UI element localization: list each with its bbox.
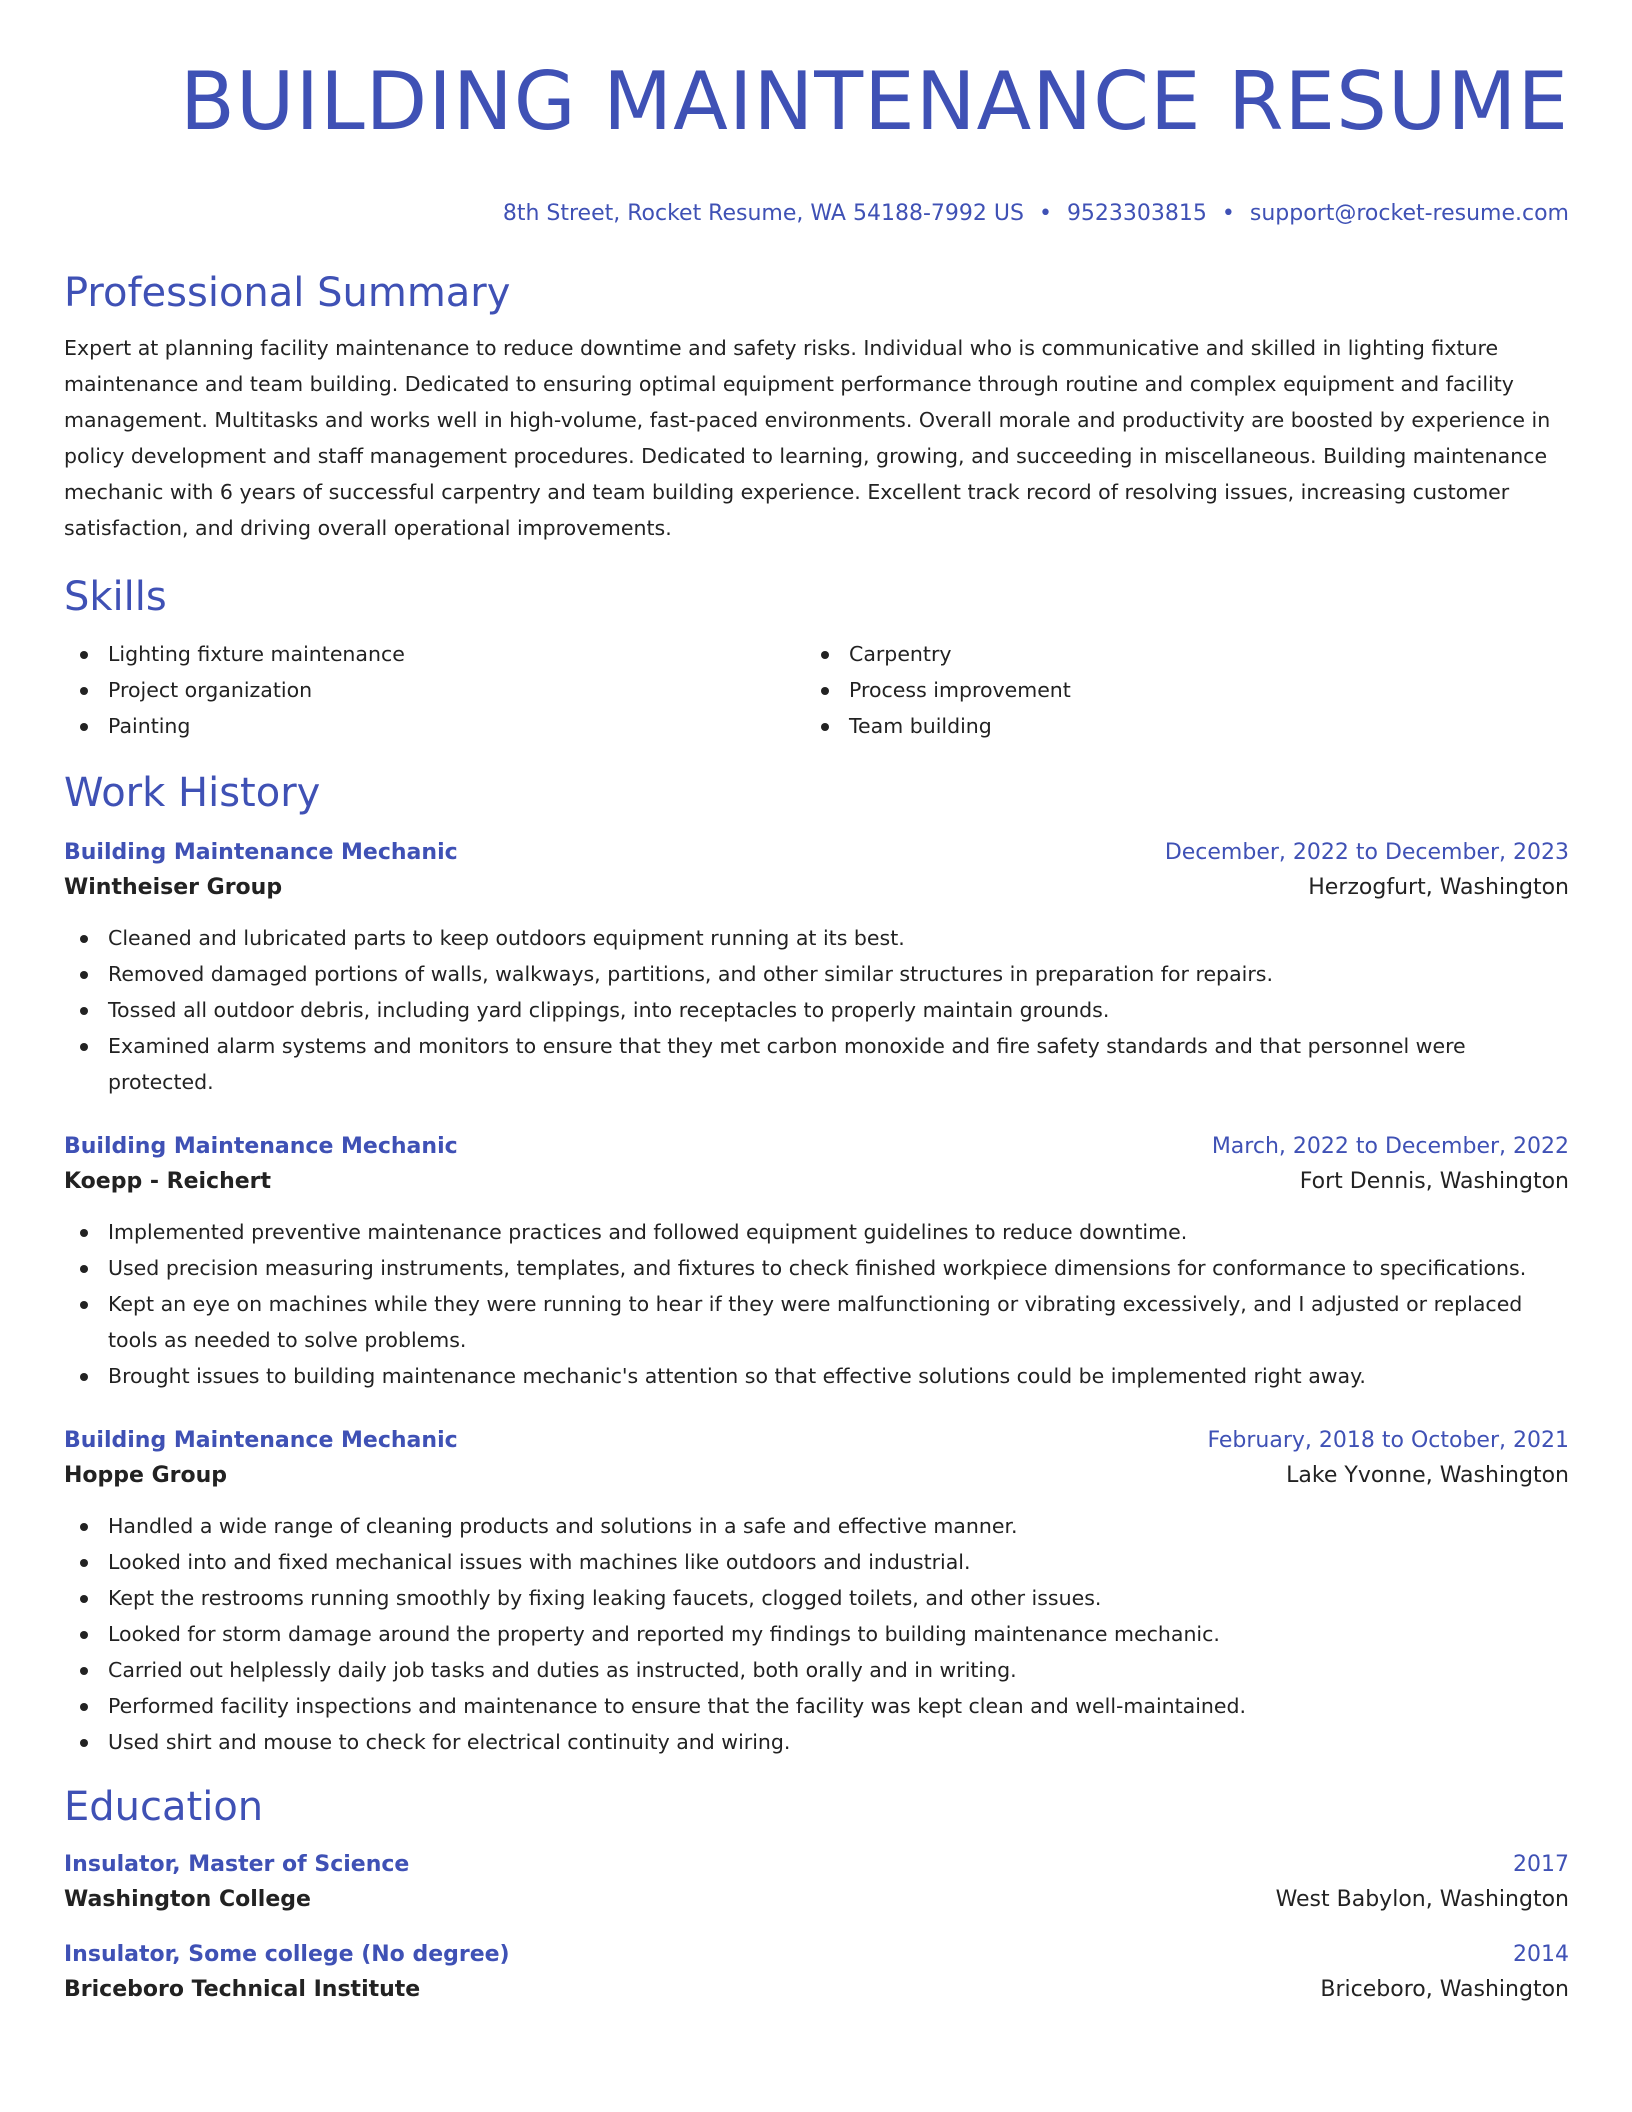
summary-text: Expert at planning facility maintenance to reduce downtime and safety risks. Individual who is communicative and skilled in lighting fixture maintenance and team building. Dedicated to ensuring optimal equipment performance through routine and complex equipment and facility management. Multitasks and works well in high-volume, fast-paced environments. Overall morale and productivity are boosted by experience in policy development and staff management procedures. Dedicated to learning, growing, and succeeding in miscellaneous. Building maintenance mechanic with 6 years of successful carpentry and team building experience. Excellent track record of resolving issues, increasing customer satisfaction, and driving overall operational improvements. [64,336,1551,540]
work-history-heading: Work History [64,770,321,816]
contact-separator: • [1038,201,1052,226]
job-company: Koepp - Reichert [64,1169,272,1194]
job-bullet: Tossed all outdoor debris, including yard clippings, into receptacles to properly maintain grounds. [64,992,1569,1028]
job-company: Wintheiser Group [64,875,283,900]
work-history-section [64,768,1569,1760]
job-bullet: Cleaned and lubricated parts to keep outdoors equipment running at its best. [64,920,1569,956]
job-bullet: Carried out helplessly daily job tasks and duties as instructed, both orally and in writing. [64,1652,1569,1688]
job-bullet: Looked for storm damage around the property and reported my findings to building maintenance mechanic. [64,1616,1569,1652]
skill-item: Painting [64,708,805,744]
job-entry [64,1426,1569,1760]
skill-item: Carpentry [805,636,1569,672]
contact-email: support@rocket-resume.com [1249,201,1569,226]
job-dates: December, 2022 to December, 2023 [1164,840,1569,865]
resume-header [64,50,1569,228]
job-bullet: Kept the restrooms running smoothly by fixing leaking faucets, clogged toilets, and other issues. [64,1580,1569,1616]
education-header-row [64,1940,1569,1970]
job-title: Building Maintenance Mechanic [64,1134,458,1159]
job-bullet: Kept an eye on machines while they were running to hear if they were malfunctioning or vibrating excessively, and I adjusted or replaced tools as needed to solve problems. [64,1286,1569,1358]
education-heading: Education [64,1784,264,1830]
job-header-row [64,838,1569,868]
education-location: Briceboro, Washington [1320,1977,1569,2002]
job-bullets [64,1508,1569,1760]
contact-address: 8th Street, Rocket Resume, WA 54188-7992 US [502,201,1024,226]
skills-section [64,572,1569,744]
education-degree: Insulator, Master of Science [64,1852,410,1877]
skills-list-right [805,636,1569,744]
job-dates: February, 2018 to October, 2021 [1207,1428,1569,1453]
job-company: Hoppe Group [64,1463,228,1488]
education-year: 2017 [1513,1852,1569,1877]
education-header-row [64,1850,1569,1880]
contact-separator: • [1221,201,1235,226]
job-bullet: Handled a wide range of cleaning products and solutions in a safe and effective manner. [64,1508,1569,1544]
job-bullets [64,920,1569,1100]
resume-title: BUILDING MAINTENANCE RESUME [180,55,1569,148]
education-school-row [64,1970,1569,2010]
education-school: Briceboro Technical Institute [64,1977,421,2002]
education-school: Washington College [64,1887,311,1912]
job-bullet: Examined alarm systems and monitors to ensure that they met carbon monoxide and fire safety standards and that personnel were protected. [64,1028,1569,1100]
education-school-row [64,1880,1569,1920]
summary-section [64,268,1569,546]
skill-item: Project organization [64,672,805,708]
job-bullet: Used shirt and mouse to check for electrical continuity and wiring. [64,1724,1569,1760]
job-dates: March, 2022 to December, 2022 [1211,1134,1569,1159]
skills-grid [64,636,1569,744]
job-location: Lake Yvonne, Washington [1286,1463,1569,1488]
job-title: Building Maintenance Mechanic [64,1428,458,1453]
job-bullet: Removed damaged portions of walls, walkways, partitions, and other similar structures in preparation for repairs. [64,956,1569,992]
summary-heading: Professional Summary [64,270,511,316]
job-bullets [64,1214,1569,1394]
job-company-row [64,1456,1569,1496]
job-entry [64,1132,1569,1394]
skills-list-left [64,636,805,744]
job-bullet: Looked into and fixed mechanical issues with machines like outdoors and industrial. [64,1544,1569,1580]
contact-line [64,200,1569,228]
job-header-row [64,1132,1569,1162]
skill-item: Process improvement [805,672,1569,708]
job-entry [64,838,1569,1100]
job-bullet: Performed facility inspections and maintenance to ensure that the facility was kept clean and well-maintained. [64,1688,1569,1724]
education-entry [64,1850,1569,1920]
job-location: Herzogfurt, Washington [1308,875,1569,900]
contact-phone: 9523303815 [1066,201,1207,226]
job-header-row [64,1426,1569,1456]
education-entry [64,1940,1569,2010]
education-location: West Babylon, Washington [1275,1887,1569,1912]
job-company-row [64,868,1569,908]
job-company-row [64,1162,1569,1202]
skills-heading: Skills [64,574,167,620]
education-year: 2014 [1513,1942,1569,1967]
education-section [64,1782,1569,2010]
job-bullet: Used precision measuring instruments, templates, and fixtures to check finished workpiece dimensions for conformance to specifications. [64,1250,1569,1286]
skill-item: Lighting fixture maintenance [64,636,805,672]
skill-item: Team building [805,708,1569,744]
job-bullet: Implemented preventive maintenance practices and followed equipment guidelines to reduce downtime. [64,1214,1569,1250]
job-bullet: Brought issues to building maintenance mechanic's attention so that effective solutions could be implemented right away. [64,1358,1569,1394]
job-location: Fort Dennis, Washington [1299,1169,1569,1194]
education-degree: Insulator, Some college (No degree) [64,1942,510,1967]
job-title: Building Maintenance Mechanic [64,840,458,865]
